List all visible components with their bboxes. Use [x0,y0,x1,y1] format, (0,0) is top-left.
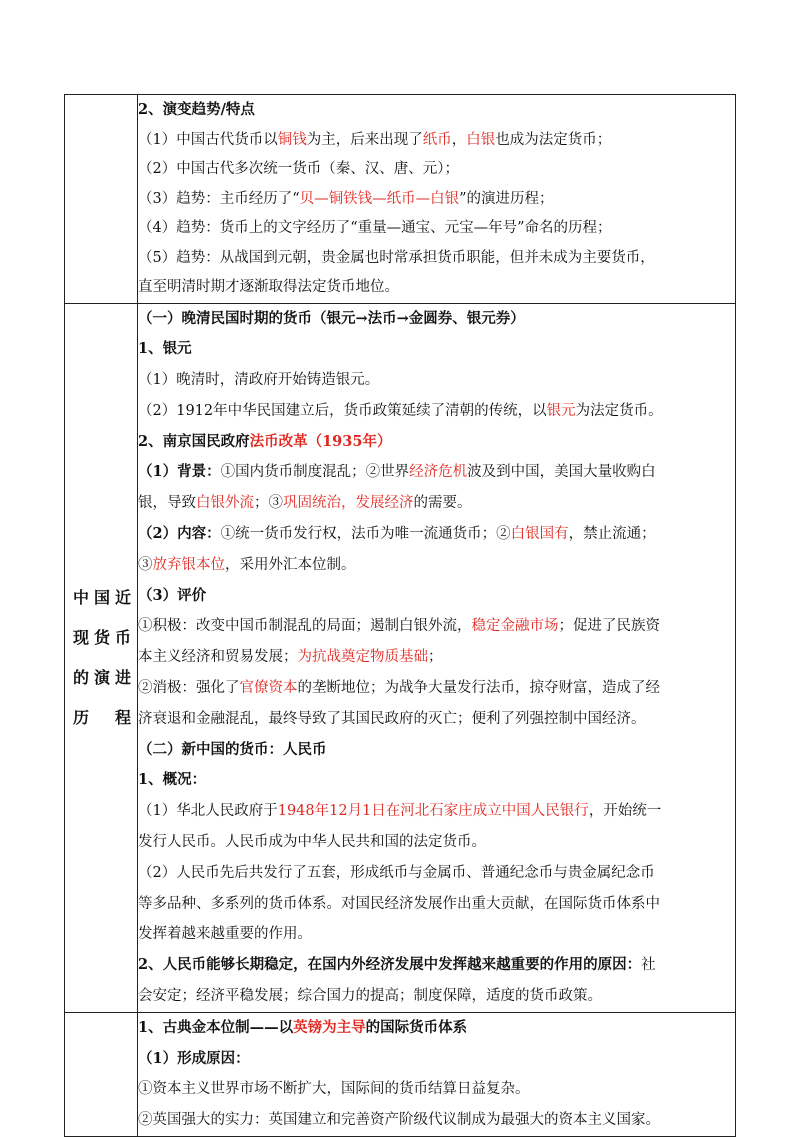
row-header [65,303,138,1012]
text-run: 白银 [466,131,496,148]
text-line [138,1074,735,1105]
text-run: 稳定金融市场 [471,618,559,635]
text-run: 济衰退和金融混乱，最终导致了其国民政府的灭亡；便利了列强控制中国经济。 [138,710,646,727]
text-run: （1）晚清时，清政府开始铸造银元。 [138,372,380,389]
text-run: 1、银元 [138,340,192,358]
row1-lines [138,95,735,303]
text-line [138,827,735,858]
text-run: 白银国有 [510,526,569,543]
text-run: ①积极：改变中国币制混乱的局面；遏制白银外流， [138,618,472,635]
text-line [138,396,735,427]
text-line [138,95,735,126]
text-run: 发行人民币。人民币成为中华人民共和国的法定货币。 [138,834,486,851]
row1-content [138,95,736,304]
text-line [138,334,735,365]
text-run: 贝—铜铁钱—纸币—白银 [299,190,460,207]
text-line [138,273,735,303]
text-run: ②英国强大的实力：英国建立和完善资产阶级代议制成为最强大的资本主义国家。 [138,1112,660,1129]
text-run: ①统一货币发行权，法币为唯一流通货币；② [220,526,511,543]
text-line [138,704,735,735]
text-line [138,244,735,274]
text-run: （2）中国古代多次统一货币（秦、汉、唐、元）； [138,161,459,177]
text-run: 波及到中国，美国大量收购白 [467,464,656,481]
text-run: （4）趋势：货币上的文字经历了“重量—通宝、元宝—年号”命名的历程； [138,220,612,236]
text-run: 为主，后来出现了 [306,131,423,148]
text-run: 纸币 [422,131,452,148]
text-run: 等多品种、多系列的货币体系。对国民经济发展作出重大贡献，在国际货币体系中 [138,895,660,912]
text-line [138,950,735,981]
text-line [138,214,735,244]
text-run: 的需要。 [413,495,472,512]
text-run: 发挥着越来越重要的作用。 [138,926,312,943]
text-run: 经济危机 [409,464,468,481]
row-header-line: 的演进 [73,667,131,687]
text-run: （2）1912年中华民国建立后，货币政策延续了清朝的传统，以 [138,402,547,419]
text-run: 白银外流 [196,495,254,512]
row-header-line: 中国近 [73,587,131,607]
text-run: 巩固统治，发展经济 [283,495,414,512]
text-run: 本主义经济和贸易发展； [138,649,298,666]
text-run: 会安定；经济平稳发展；综合国力的提高；制度保障，适度的货币政策。 [138,988,602,1005]
text-line [138,427,735,458]
text-run: 2、人民币能够长期稳定，在国内外经济发展中发挥越来越重要的作用的原因： [138,956,642,974]
text-run: ”的演进历程； [459,190,554,207]
text-run: 也成为法定货币； [495,131,612,148]
text-run: 银元 [546,402,576,419]
text-run: 放弃银本位 [152,556,225,573]
text-run: （1）中国古代货币以 [138,131,278,148]
text-run: ， [451,131,467,148]
table-row [65,1012,736,1136]
row3-lines [138,1013,735,1136]
text-line [138,919,735,950]
text-run: （1）华北人民政府于 [138,803,278,820]
text-run: （1）背景： [138,463,221,481]
text-line [138,519,735,550]
text-line [138,155,735,185]
row2-lines [138,304,735,1012]
table-row [65,95,736,304]
text-run: ②消极：强化了 [138,680,240,697]
text-line [138,981,735,1012]
text-run: ；促进了民族资 [558,618,660,635]
text-run: （1）形成原因： [138,1049,250,1067]
text-run: 1948年12月1日在河北石家庄成立中国人民银行 [277,803,589,820]
text-run: ①资本主义世界市场不断扩大，国际间的货币结算日益复杂。 [138,1081,530,1098]
text-run: 英镑为主导 [293,1018,366,1036]
row-header-line: 历程 [73,707,131,727]
text-run: 为法定货币。 [575,402,663,419]
text-run: 法币改革（1935年） [249,432,392,450]
text-line [138,1044,735,1075]
text-run: 2、演变趋势/特点 [138,101,255,118]
text-line [138,858,735,889]
text-line [138,796,735,827]
row3-content [138,1012,736,1136]
text-run: （3）评价 [138,586,207,604]
text-run: ，开始统一 [588,803,662,820]
text-run: ，禁止流通； [568,526,656,543]
content-table [64,94,736,1137]
table-row [65,303,736,1012]
row-header-empty [65,95,138,304]
text-line [138,889,735,920]
text-run: ③ [138,556,153,573]
text-run: 1、古典金本位制——以 [138,1018,294,1036]
text-line [138,1105,735,1136]
text-line [138,304,735,335]
text-line [138,735,735,766]
row2-content [138,303,736,1012]
text-run: 铜钱 [277,131,307,148]
text-run: 2、南京国民政府 [138,432,250,450]
text-line [138,185,735,215]
text-line [138,765,735,796]
text-line [138,126,735,156]
text-line [138,457,735,488]
text-run: 为抗战奠定物质基础 [297,649,428,666]
text-run: 1、概况： [138,771,207,789]
text-run: 直至明清时期才逐渐取得法定货币地位。 [138,279,399,295]
text-run: ，采用外汇本位制。 [225,556,356,573]
text-line [138,673,735,704]
text-line [138,611,735,642]
text-line [138,488,735,519]
text-run: ； [428,649,443,666]
text-run: 银，导致 [138,495,196,512]
text-run: 官僚资本 [239,680,298,697]
text-run: （5）趋势：从战国到元朝，贵金属也时常承担货币职能，但并未成为主要货币， [138,249,655,266]
text-line [138,642,735,673]
text-run: （2）内容： [138,525,221,543]
text-run: ①国内货币制度混乱；②世界 [220,464,410,481]
row-header-title [65,578,137,738]
text-run: （3）趋势：主币经历了“ [138,190,300,207]
text-line [138,581,735,612]
row-header-empty [65,1012,138,1136]
text-run: 的垄断地位；为战争大量发行法币，掠夺财富，造成了经 [297,680,660,697]
text-run: （二）新中国的货币：人民币 [138,740,327,758]
row-header-line: 现货币 [73,627,131,647]
text-run: ；③ [254,495,283,512]
text-run: （2）人民币先后共发行了五套，形成纸币与金属币、普通纪念币与贵金属纪念币 [138,864,655,881]
text-run: 社 [641,957,656,974]
text-line [138,550,735,581]
text-line [138,365,735,396]
text-line [138,1013,735,1044]
text-run: （一）晚清民国时期的货币（银元→法币→金圆券、银元券） [138,309,525,327]
text-run: 的国际货币体系 [365,1018,468,1036]
